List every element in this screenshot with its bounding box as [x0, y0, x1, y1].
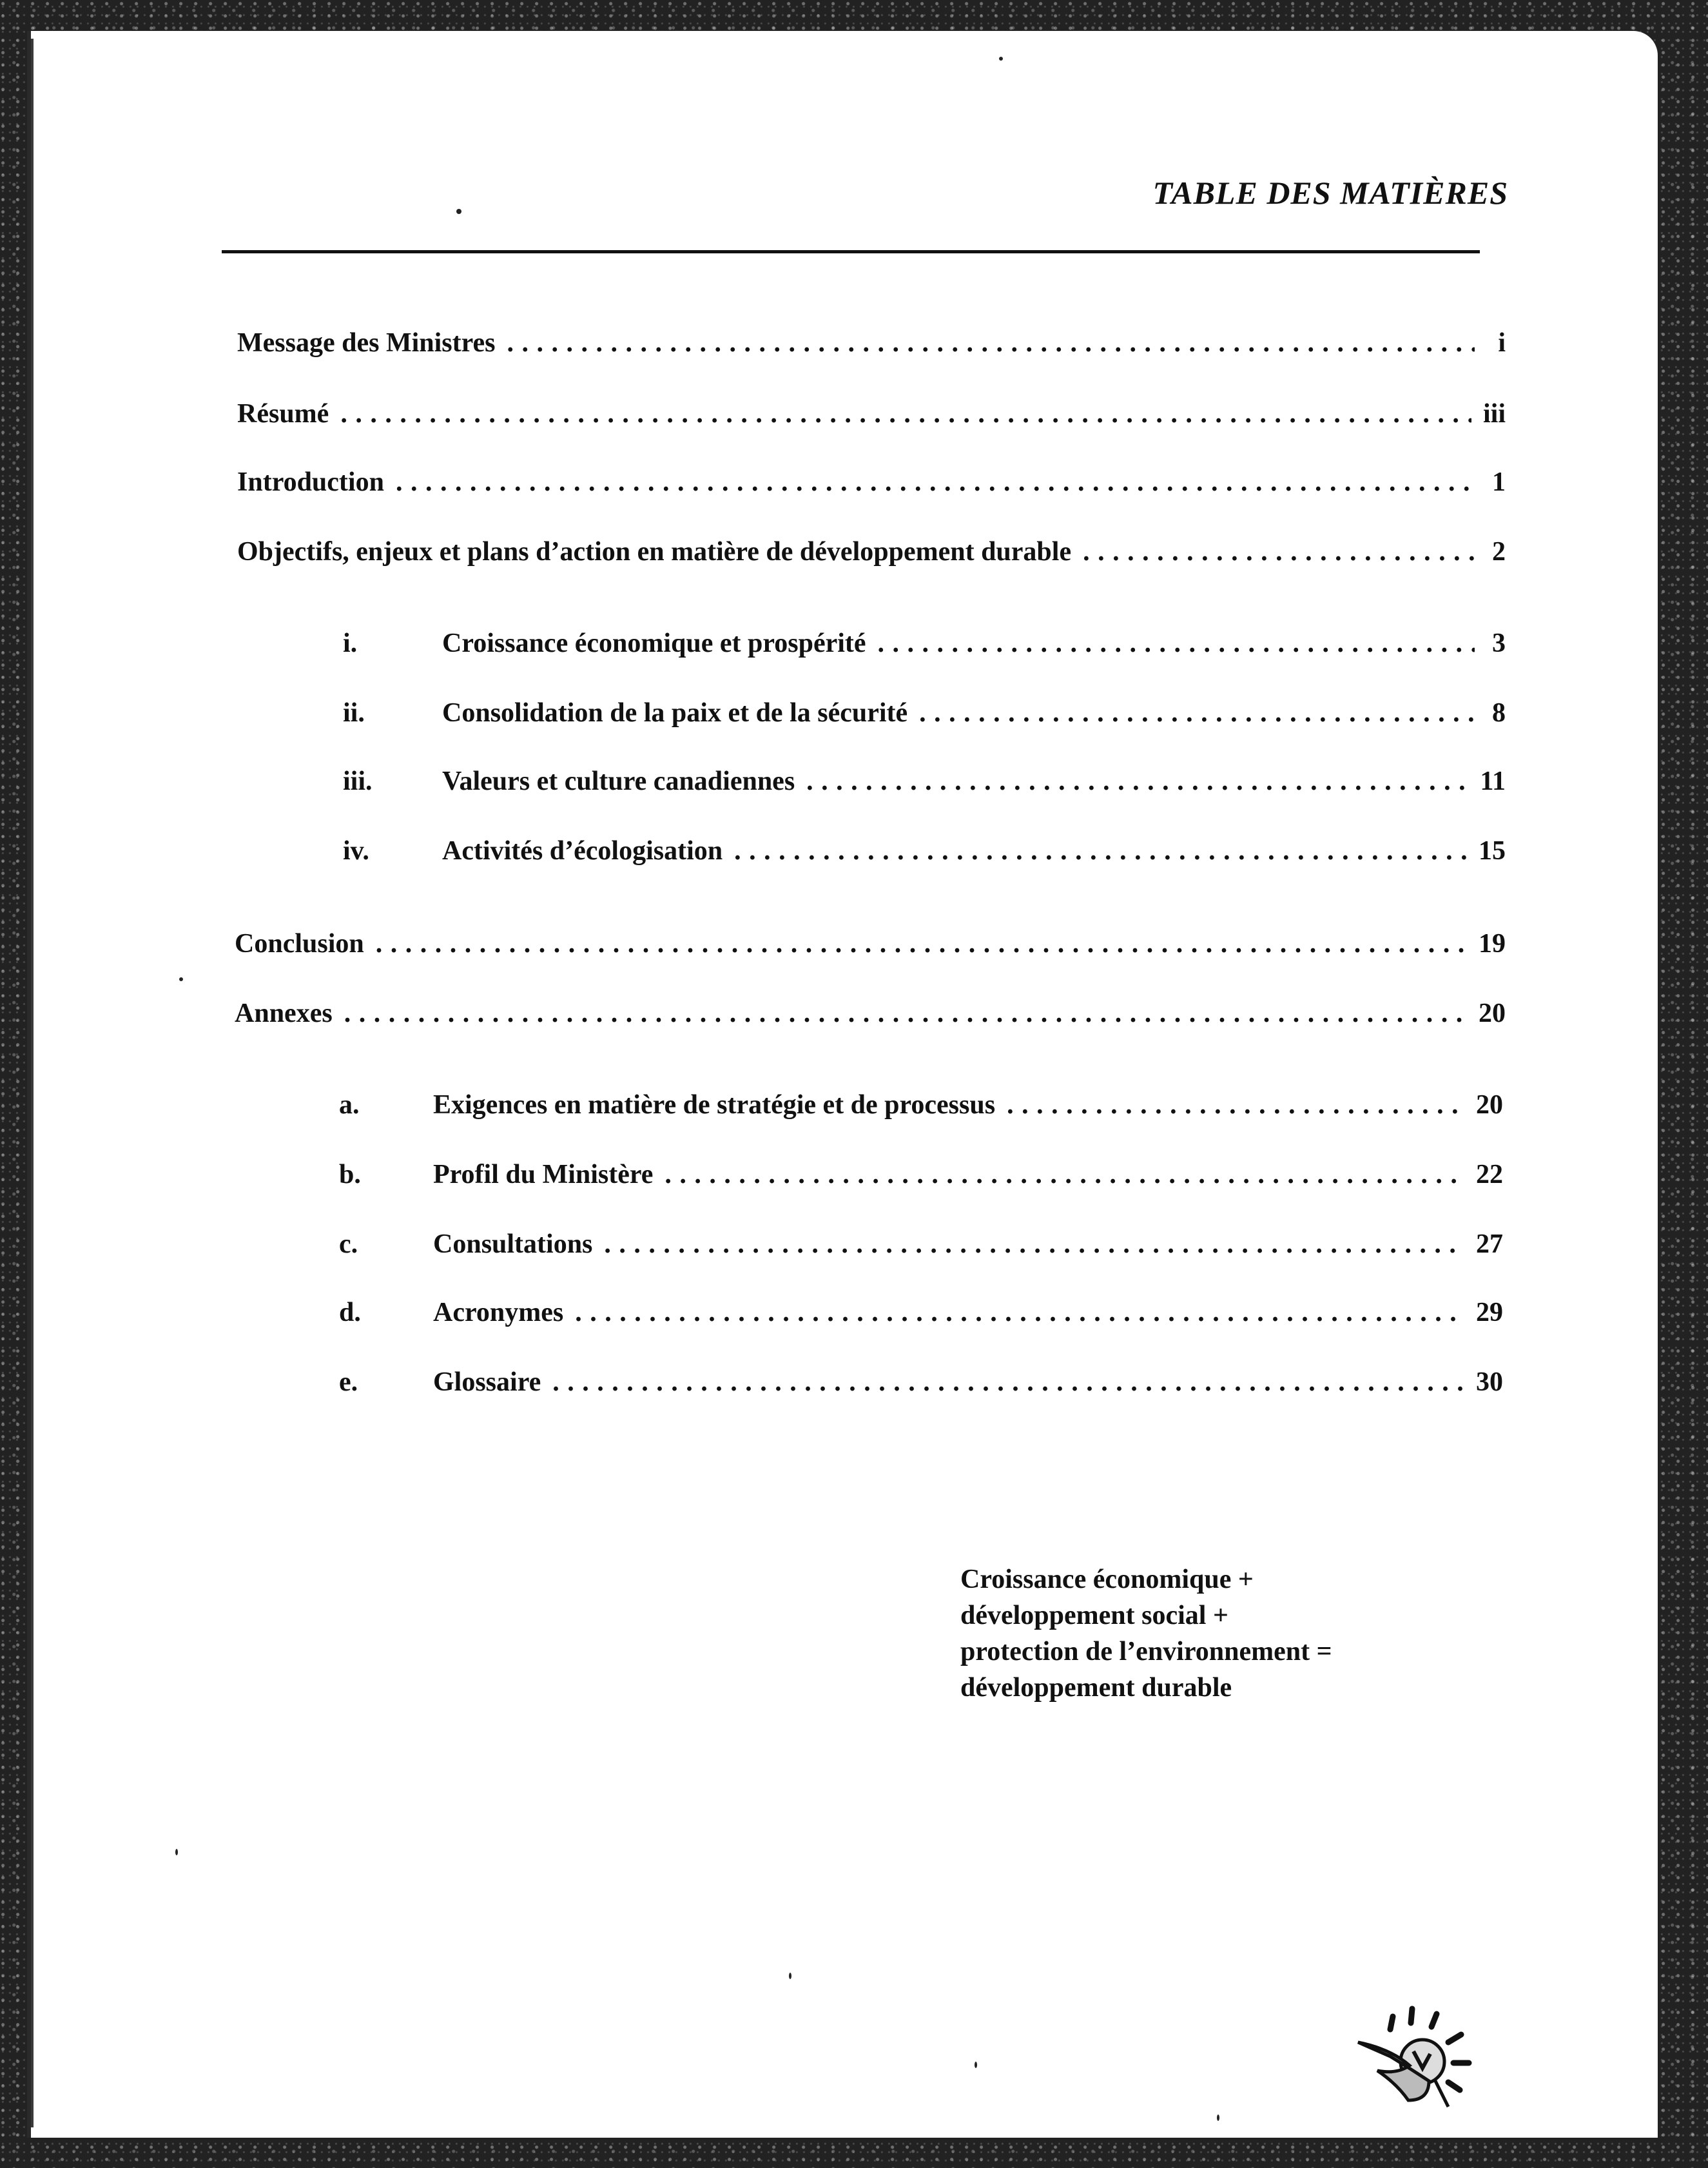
- toc-entry-acronymes[interactable]: [339, 1297, 1503, 1328]
- dot-leader: [665, 1159, 1464, 1190]
- toc-entry-page: 27: [1476, 1229, 1503, 1259]
- toc-entry-valeurs[interactable]: [343, 766, 1506, 797]
- dot-leader: [604, 1229, 1464, 1260]
- toc-entry-page: iii: [1482, 399, 1506, 429]
- scan-speck: [456, 209, 461, 214]
- dot-leader: [376, 928, 1467, 959]
- dot-leader: [806, 766, 1468, 797]
- toc-entry-label: Message des Ministres: [237, 328, 496, 358]
- motto-line: Croissance économique +: [960, 1565, 1254, 1594]
- toc-entry-label: Valeurs et culture canadiennes: [442, 767, 795, 796]
- toc-entry-marker: e.: [339, 1367, 358, 1397]
- toc-entry-label: Consolidation de la paix et de la sécurité: [442, 698, 908, 728]
- dot-leader: [919, 698, 1475, 728]
- page-title: TABLE DES MATIÈRES: [1152, 175, 1508, 211]
- toc-entry-ecologisation[interactable]: [343, 835, 1506, 866]
- toc-entry-croissance[interactable]: [343, 628, 1506, 659]
- binding-edge: [31, 39, 34, 2127]
- toc-entry-annexes[interactable]: [235, 998, 1506, 1029]
- toc-entry-message[interactable]: [237, 327, 1506, 358]
- toc-entry-page: 20: [1479, 999, 1506, 1028]
- toc-entry-marker: ii.: [343, 698, 365, 728]
- toc-entry-marker: i.: [343, 629, 358, 658]
- motto-line: développement social +: [960, 1601, 1228, 1630]
- toc-entry-page: 1: [1492, 467, 1506, 497]
- scan-speck: [999, 57, 1003, 61]
- toc-entry-page: 2: [1492, 537, 1506, 567]
- toc-entry-page: 8: [1492, 698, 1506, 728]
- sustainable-development-equation: [960, 1561, 1332, 1706]
- toc-entry-label: Conclusion: [235, 929, 364, 959]
- dot-leader: [396, 467, 1475, 498]
- toc-entry-marker: c.: [339, 1229, 358, 1259]
- document-page: [27, 31, 1658, 2138]
- dot-leader: [734, 835, 1467, 866]
- sun-globe-logo-icon: [1352, 2004, 1487, 2126]
- toc-entry-objectifs[interactable]: [237, 536, 1506, 567]
- scan-speck: [1217, 2114, 1219, 2121]
- toc-entry-label: Annexes: [235, 999, 333, 1028]
- toc-entry-label: Croissance économique et prospérité: [442, 629, 866, 658]
- toc-entry-introduction[interactable]: [237, 467, 1506, 498]
- toc-entry-page: 11: [1480, 767, 1506, 796]
- toc-entry-marker: d.: [339, 1298, 361, 1327]
- toc-entry-profil[interactable]: [339, 1159, 1503, 1190]
- dot-leader: [552, 1367, 1464, 1398]
- toc-entry-marker: iv.: [343, 836, 369, 866]
- scan-speck: [975, 2062, 977, 2068]
- toc-entry-page: 15: [1479, 836, 1506, 866]
- toc-entry-page: 30: [1476, 1367, 1503, 1397]
- toc-entry-page: 19: [1479, 929, 1506, 959]
- toc-entry-page: 3: [1492, 629, 1506, 658]
- toc-entry-label: Consultations: [433, 1229, 593, 1259]
- dot-leader: [878, 628, 1475, 659]
- toc-entry-consolidation[interactable]: [343, 698, 1506, 728]
- toc-entry-label: Objectifs, enjeux et plans d’action en matière de développement durable: [237, 537, 1072, 567]
- toc-entry-label: Acronymes: [433, 1298, 564, 1327]
- toc-entry-page: i: [1498, 328, 1506, 358]
- scan-speck: [179, 977, 183, 981]
- dot-leader: [507, 327, 1475, 358]
- toc-entry-label: Résumé: [237, 399, 329, 429]
- toc-entry-exigences[interactable]: [339, 1089, 1503, 1120]
- toc-entry-label: Activités d’écologisation: [442, 836, 723, 866]
- toc-entry-label: Profil du Ministère: [433, 1160, 654, 1189]
- toc-entry-label: Introduction: [237, 467, 384, 497]
- toc-entry-marker: b.: [339, 1160, 361, 1189]
- toc-entry-page: 20: [1476, 1090, 1503, 1120]
- motto-line: protection de l’environnement =: [960, 1637, 1332, 1666]
- dot-leader: [340, 398, 1471, 429]
- dot-leader: [575, 1297, 1464, 1328]
- toc-entry-consultations[interactable]: [339, 1229, 1503, 1260]
- toc-entry-marker: a.: [339, 1090, 360, 1120]
- dot-leader: [344, 998, 1467, 1029]
- toc-entry-label: Exigences en matière de stratégie et de processus: [433, 1090, 996, 1120]
- toc-entry-resume[interactable]: [237, 398, 1506, 429]
- toc-entry-glossaire[interactable]: [339, 1367, 1503, 1398]
- toc-entry-page: 22: [1476, 1160, 1503, 1189]
- toc-entry-conclusion[interactable]: [235, 928, 1506, 959]
- scan-speck: [789, 1973, 791, 1979]
- dot-leader: [1083, 536, 1475, 567]
- dot-leader: [1007, 1089, 1464, 1120]
- scan-speck: [175, 1849, 178, 1855]
- toc-entry-page: 29: [1476, 1298, 1503, 1327]
- toc-entry-marker: iii.: [343, 767, 373, 796]
- header-divider: [222, 250, 1480, 253]
- motto-line: développement durable: [960, 1673, 1232, 1703]
- toc-entry-label: Glossaire: [433, 1367, 541, 1397]
